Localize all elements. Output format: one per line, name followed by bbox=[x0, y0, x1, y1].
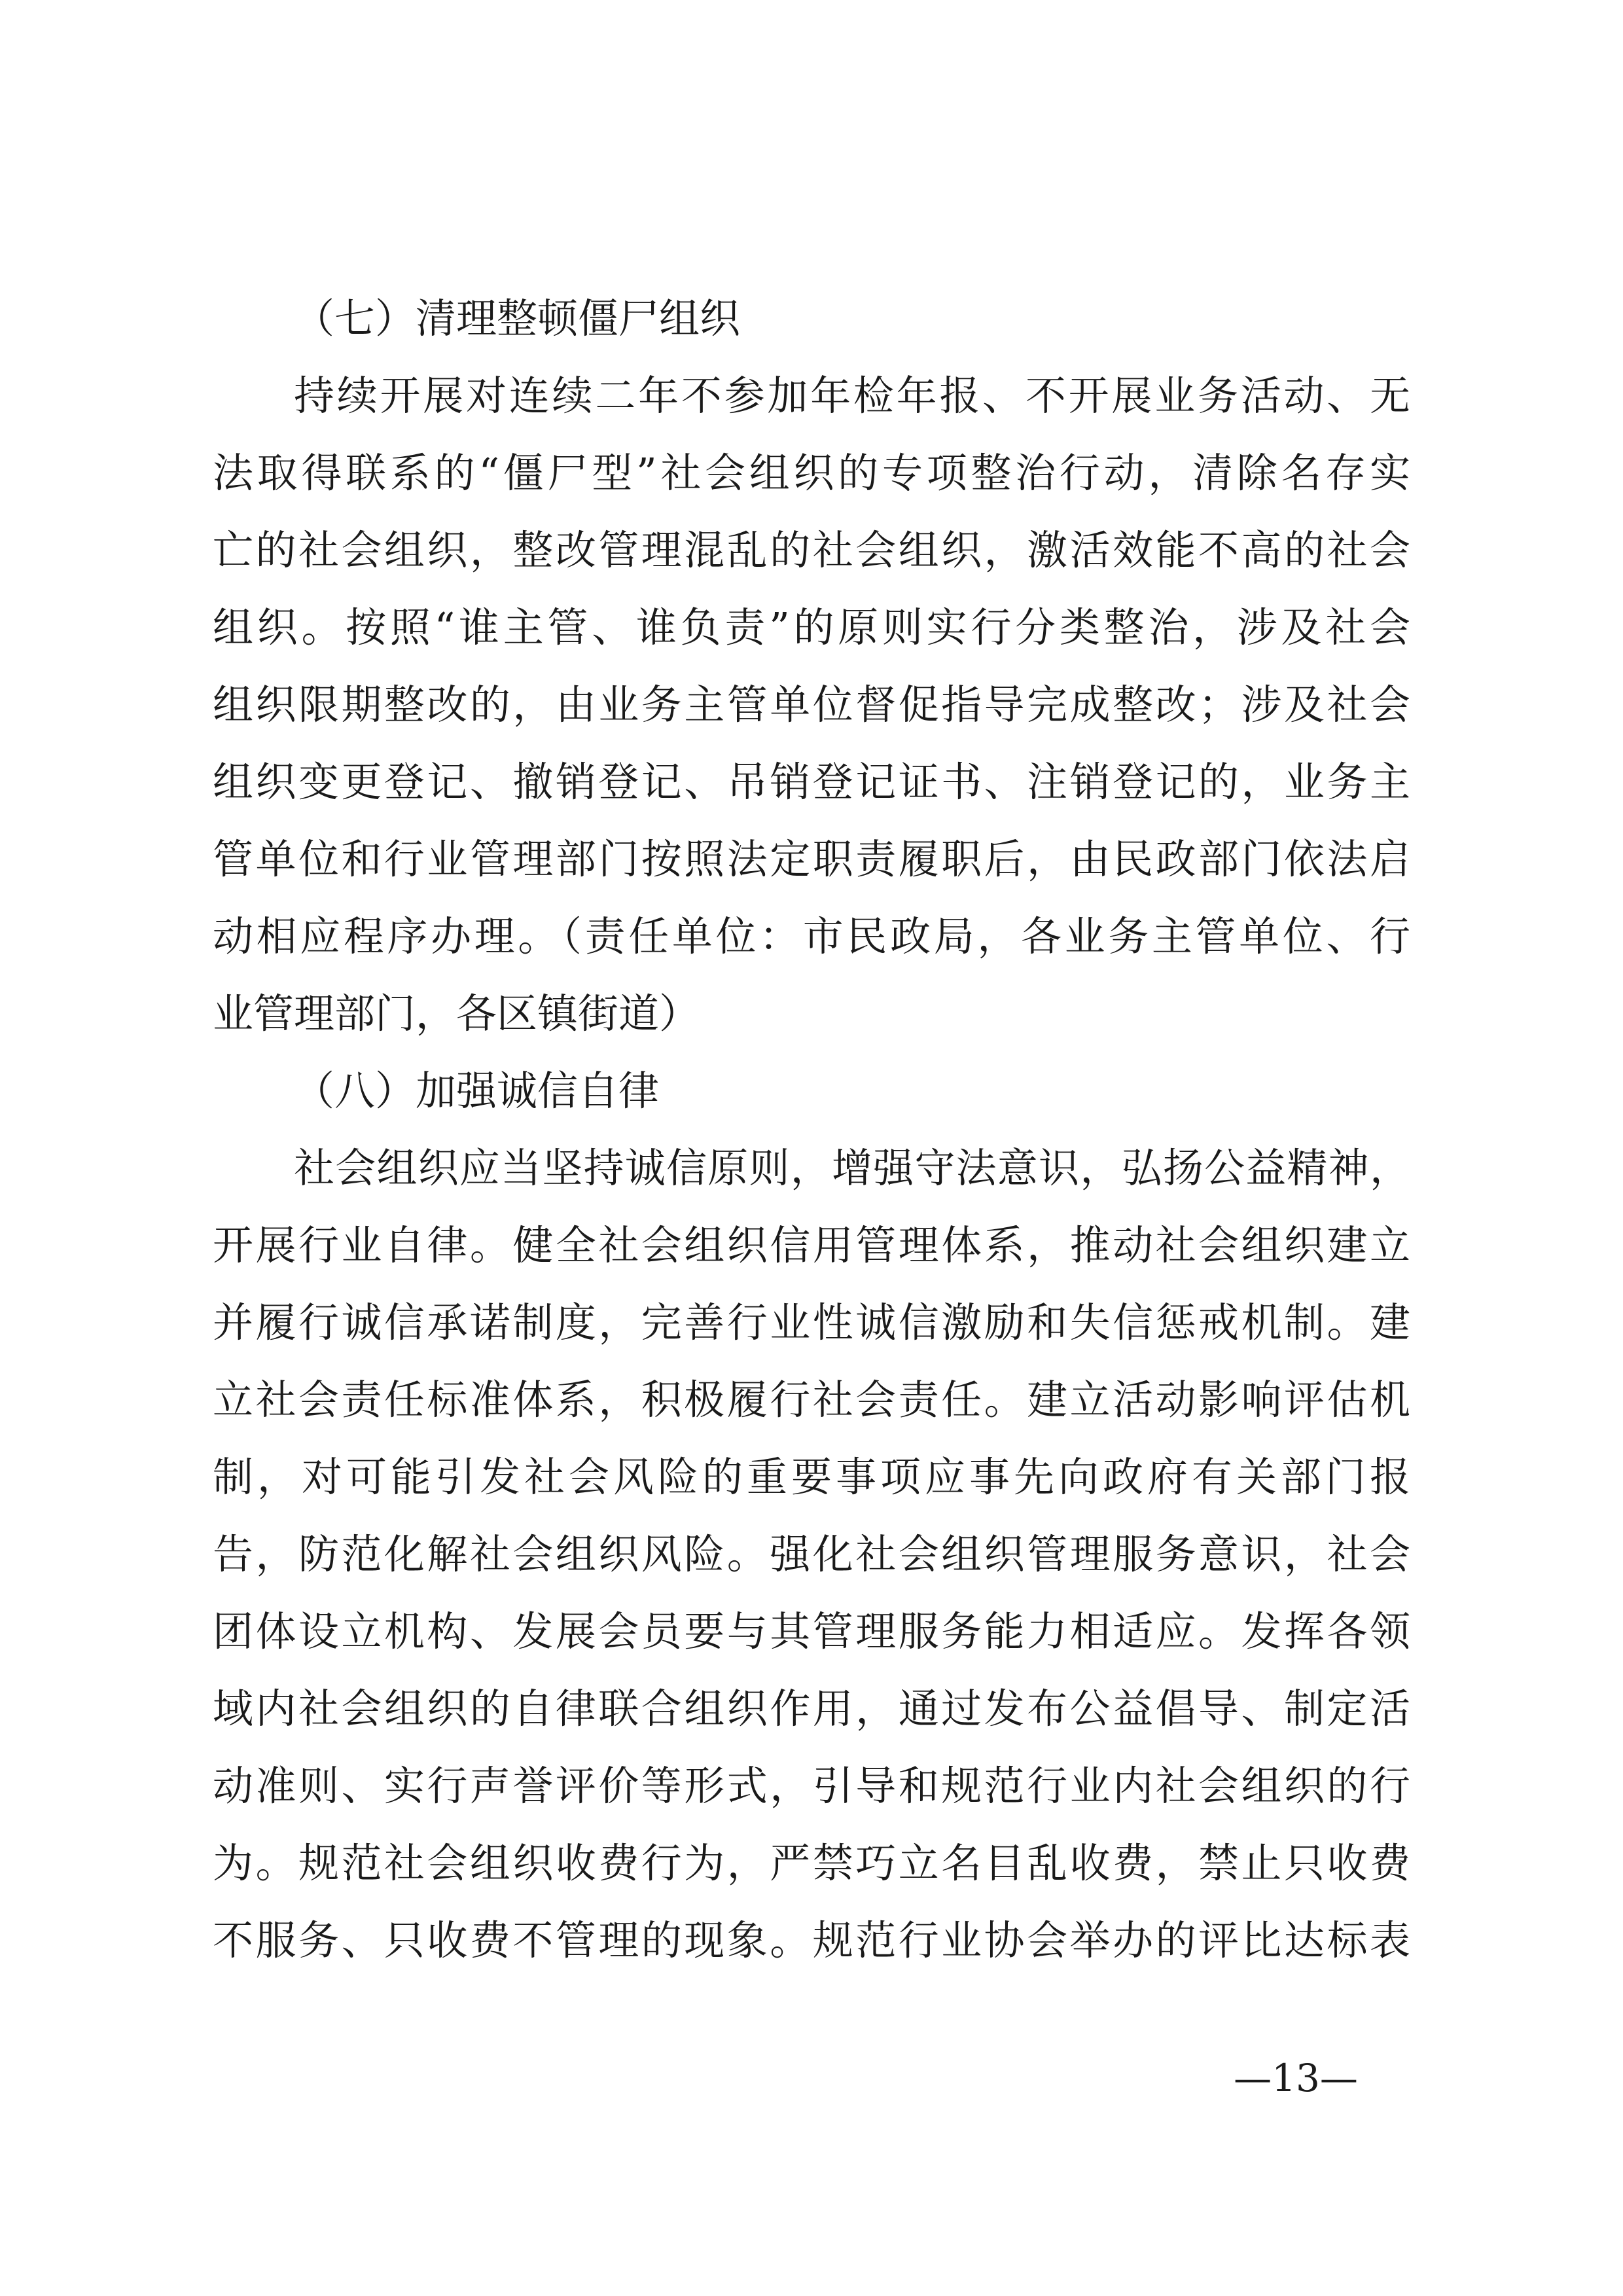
body-text bbox=[213, 280, 1410, 1979]
paragraph-line: 法取得联系的“僵尸型”社会组织的专项整治行动，清除名存实 bbox=[213, 449, 1410, 497]
paragraph-line: 告，防范化解社会组织风险。强化社会组织管理服务意识，社会 bbox=[213, 1530, 1410, 1578]
paragraph-line: 亡的社会组织，整改管理混乱的社会组织，激活效能不高的社会 bbox=[213, 526, 1410, 574]
paragraph-line: 业管理部门，各区镇街道） bbox=[213, 990, 700, 1037]
paragraph-line: 组织变更登记、撤销登记、吊销登记证书、注销登记的，业务主 bbox=[213, 758, 1410, 806]
paragraph-line: 管单位和行业管理部门按照法定职责履职后，由民政部门依法启 bbox=[213, 835, 1410, 883]
paragraph-line: 持续开展对连续二年不参加年检年报、不开展业务活动、无 bbox=[294, 372, 1410, 420]
paragraph-line: 域内社会组织的自律联合组织作用，通过发布公益倡导、制定活 bbox=[213, 1685, 1410, 1732]
paragraph-line: 动相应程序办理。（责任单位：市民政局，各业务主管单位、行 bbox=[213, 912, 1410, 960]
section-heading-eight: （八）加强诚信自律 bbox=[294, 1067, 660, 1115]
paragraph-line: 动准则、实行声誉评价等形式，引导和规范行业内社会组织的行 bbox=[213, 1762, 1410, 1810]
paragraph-line: 不服务、只收费不管理的现象。规范行业协会举办的评比达标表 bbox=[213, 1916, 1410, 1964]
paragraph-line: 组织限期整改的，由业务主管单位督促指导完成整改；涉及社会 bbox=[213, 681, 1410, 728]
paragraph-line: 为。规范社会组织收费行为，严禁巧立名目乱收费，禁止只收费 bbox=[213, 1839, 1410, 1887]
paragraph-line: 立社会责任标准体系，积极履行社会责任。建立活动影响评估机 bbox=[213, 1376, 1410, 1424]
paragraph-line: 团体设立机构、发展会员要与其管理服务能力相适应。发挥各领 bbox=[213, 1607, 1410, 1655]
section-heading-seven: （七）清理整顿僵尸组织 bbox=[294, 295, 741, 342]
paragraph-line: 制，对可能引发社会风险的重要事项应事先向政府有关部门报 bbox=[213, 1453, 1410, 1501]
page-number: —13— bbox=[1234, 2056, 1358, 2100]
paragraph-line: 开展行业自律。健全社会组织信用管理体系，推动社会组织建立 bbox=[213, 1221, 1410, 1269]
paragraph-line: 并履行诚信承诺制度，完善行业性诚信激励和失信惩戒机制。建 bbox=[213, 1299, 1410, 1346]
paragraph-line: 组织。按照“谁主管、谁负责”的原则实行分类整治，涉及社会 bbox=[213, 603, 1410, 651]
paragraph-line: 社会组织应当坚持诚信原则，增强守法意识，弘扬公益精神， bbox=[294, 1144, 1410, 1192]
